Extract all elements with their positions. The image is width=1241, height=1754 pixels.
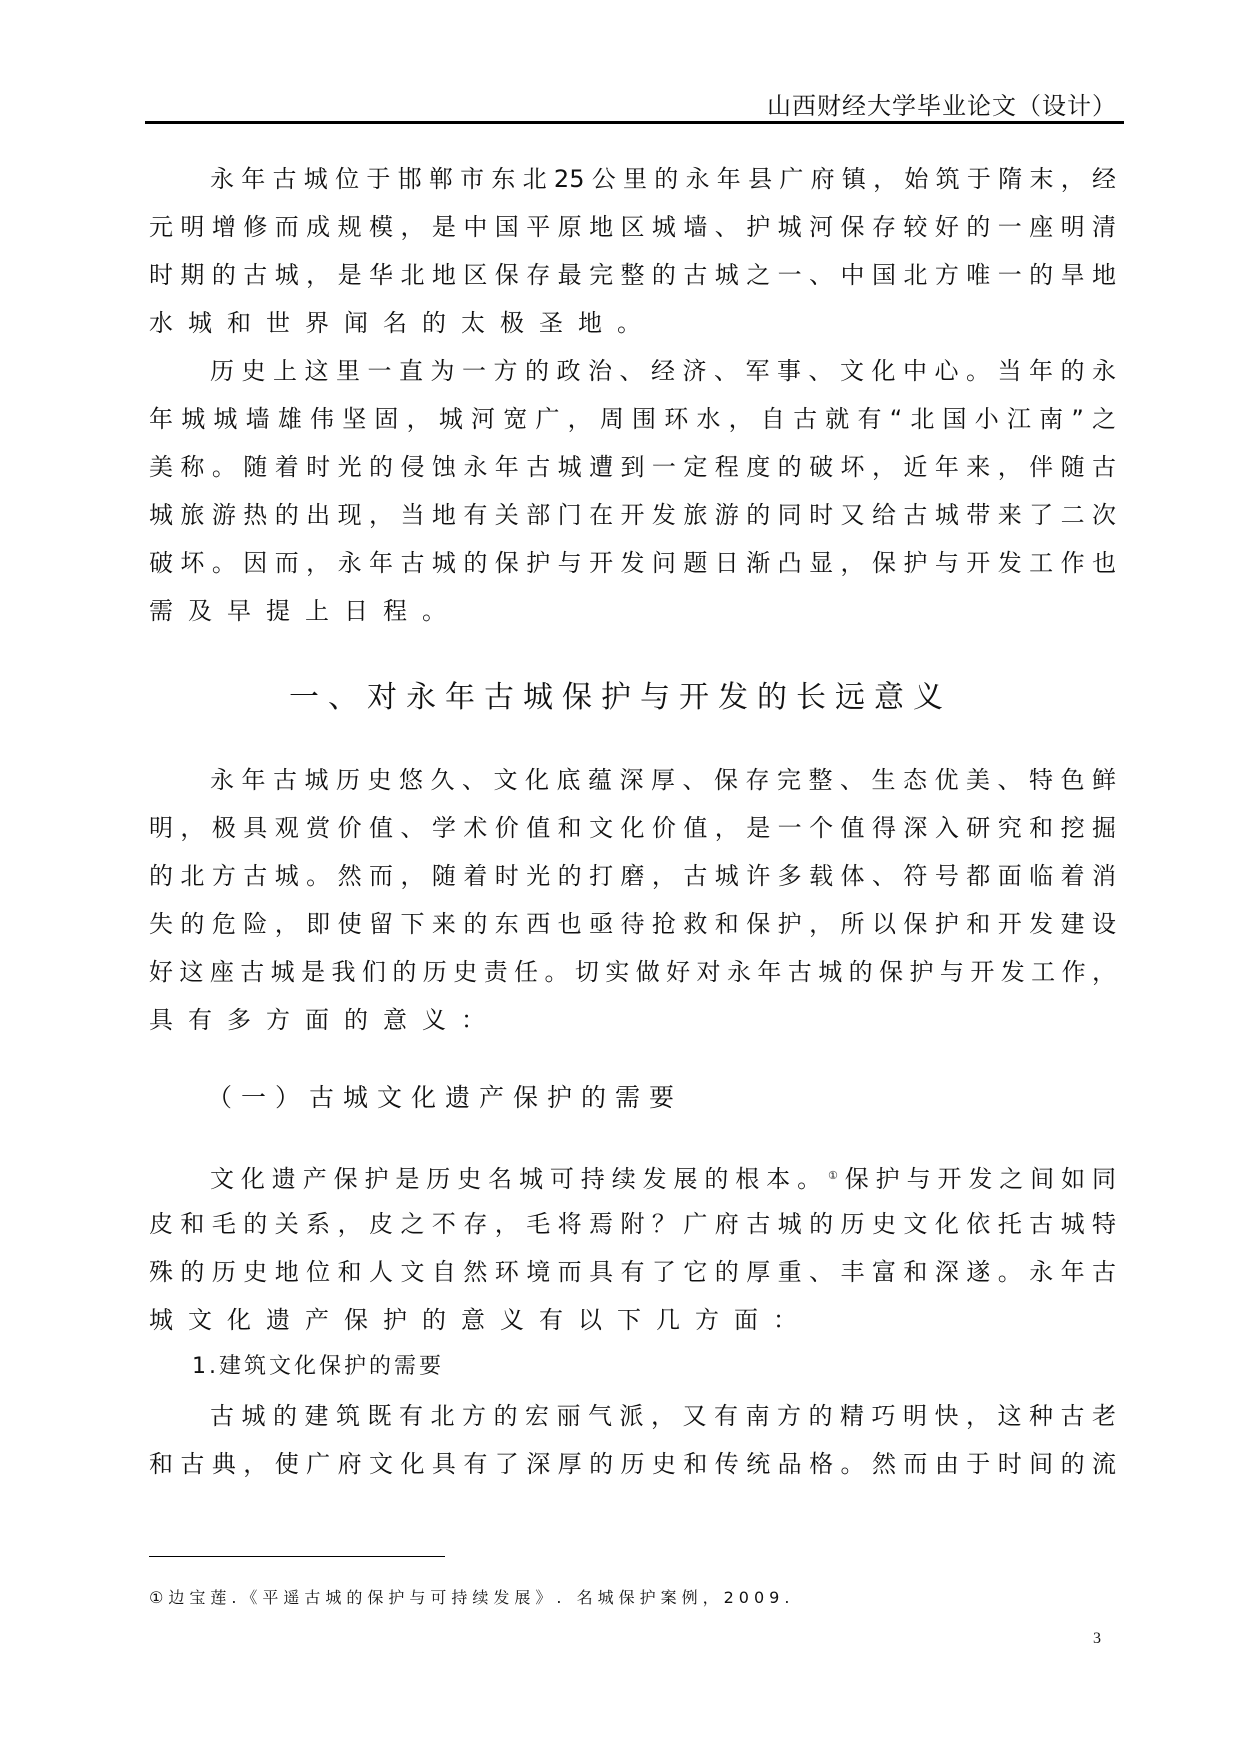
text-segment: 文化遗产保护是历史名城可持续发展的根本。 — [210, 1165, 829, 1193]
text-line: 城旅游热的出现，当地有关部门在开发旅游的同时又给古城带来了二次 — [149, 501, 1116, 529]
section-heading: 一、对永年古城保护与开发的长远意义 — [289, 680, 952, 715]
text-line: 永年古城历史悠久、文化底蕴深厚、保存完整、生态优美、特色鲜 — [210, 766, 1116, 794]
footnote: ①边宝莲.《平遥古城的保护与可持续发展》. 名城保护案例，2009. — [149, 1588, 795, 1607]
text-line: 明，极具观赏价值、学术价值和文化价值，是一个值得深入研究和挖掘 — [149, 814, 1116, 842]
text-segment: 保护与开发之间如同 — [844, 1165, 1116, 1193]
page-number: 3 — [1093, 1630, 1101, 1647]
paragraph-5 — [149, 1392, 1116, 1488]
header-rule — [145, 121, 1124, 124]
paragraph-3 — [149, 756, 1116, 1044]
text-line — [149, 1152, 1116, 1200]
text-line: 的北方古城。然而，随着时光的打磨，古城许多载体、符号都面临着消 — [149, 862, 1116, 890]
text-line: 水城和世界闻名的太极圣地。 — [149, 309, 656, 337]
text-line: 好这座古城是我们的历史责任。切实做好对永年古城的保护与开发工作， — [149, 958, 1116, 986]
text-line: 破坏。因而，永年古城的保护与开发问题日渐凸显，保护与开发工作也 — [149, 549, 1116, 577]
running-header: 山西财经大学毕业论文（设计） — [767, 92, 1117, 120]
text-line: 元明增修而成规模，是中国平原地区城墙、护城河保存较好的一座明清 — [149, 213, 1116, 241]
text-line: 城文化遗产保护的意义有以下几方面： — [149, 1306, 812, 1334]
subsection-heading: （一）古城文化遗产保护的需要 — [207, 1083, 684, 1112]
text-line: 失的危险，即使留下来的东西也亟待抢救和保护，所以保护和开发建设 — [149, 910, 1116, 938]
text-line: 需及早提上日程。 — [149, 597, 461, 625]
text-line: 皮和毛的关系，皮之不存，毛将焉附？广府古城的历史文化依托古城特 — [149, 1210, 1116, 1238]
text-line: 年城城墙雄伟坚固，城河宽广，周围环水，自古就有“北国小江南”之 — [149, 405, 1116, 433]
footnote-marker[interactable]: ① — [828, 1169, 845, 1182]
text-line: 永年古城位于邯郸市东北25公里的永年县广府镇，始筑于隋末，经 — [210, 165, 1116, 193]
text-line: 具有多方面的意义： — [149, 1006, 500, 1034]
subsubsection-heading: 1.建筑文化保护的需要 — [192, 1354, 444, 1379]
paragraph-1 — [149, 155, 1116, 347]
text-line: 殊的历史地位和人文自然环境而具有了它的厚重、丰富和深遂。永年古 — [149, 1258, 1116, 1286]
paragraph-2 — [149, 347, 1116, 635]
text-line: 美称。随着时光的侵蚀永年古城遭到一定程度的破坏，近年来，伴随古 — [149, 453, 1116, 481]
text-line: 时期的古城，是华北地区保存最完整的古城之一、中国北方唯一的旱地 — [149, 261, 1116, 289]
paragraph-4 — [149, 1152, 1116, 1344]
text-line: 历史上这里一直为一方的政治、经济、军事、文化中心。当年的永 — [210, 357, 1116, 385]
footnote-separator — [149, 1556, 445, 1557]
text-line: 古城的建筑既有北方的宏丽气派，又有南方的精巧明快，这种古老 — [210, 1402, 1116, 1430]
text-line: 和古典，使广府文化具有了深厚的历史和传统品格。然而由于时间的流 — [149, 1450, 1116, 1478]
